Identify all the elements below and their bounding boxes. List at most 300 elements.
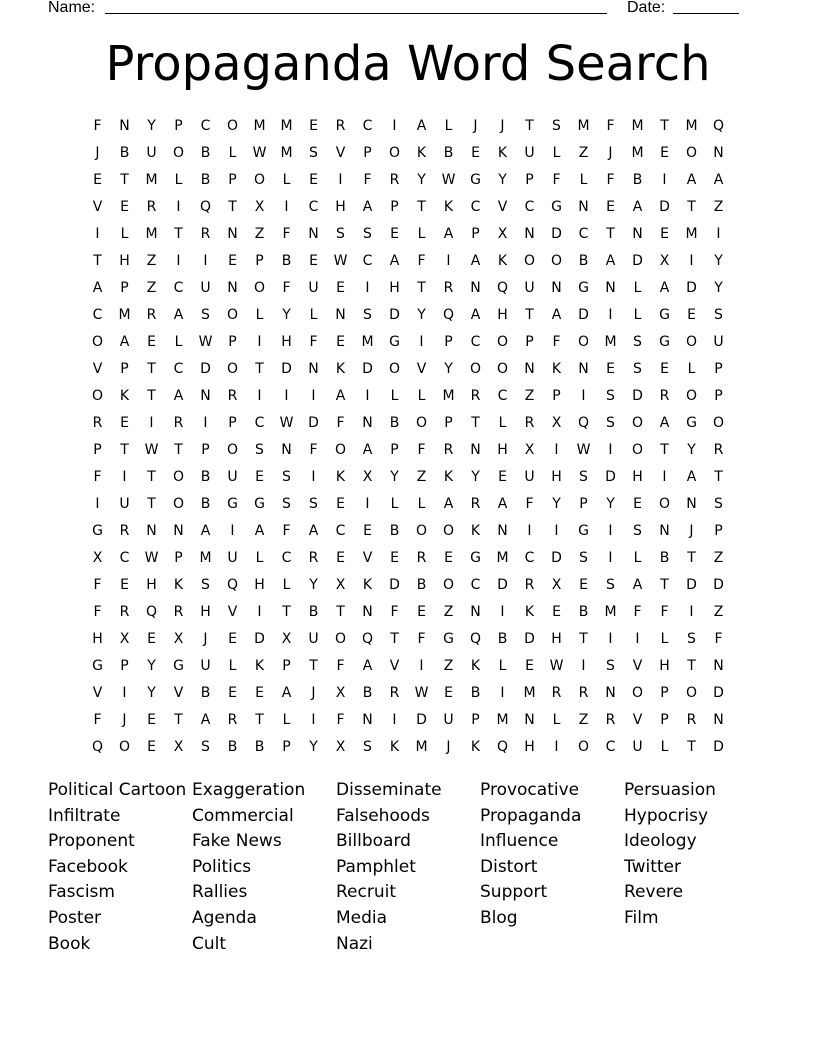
- grid-cell: N: [524, 712, 535, 728]
- grid-cell: M: [604, 334, 617, 350]
- grid-cell: S: [714, 307, 723, 323]
- grid-cell: Z: [254, 226, 265, 242]
- grid-cell: C: [173, 361, 184, 377]
- grid-cell: I: [689, 253, 694, 269]
- grid-cell: A: [92, 280, 103, 296]
- grid-cell: K: [335, 361, 346, 377]
- grid-cell: E: [660, 226, 669, 242]
- grid-cell: U: [227, 550, 238, 566]
- grid-cell: X: [335, 739, 346, 755]
- grid-cell: O: [226, 118, 239, 134]
- grid-cell: Z: [524, 388, 535, 404]
- grid-cell: V: [632, 658, 643, 674]
- grid-cell: I: [554, 739, 559, 755]
- grid-row: [84, 194, 732, 221]
- grid-cell: T: [174, 712, 183, 728]
- grid-cell: U: [200, 280, 211, 296]
- grid-cell: E: [525, 658, 534, 674]
- grid-cell: D: [362, 361, 373, 377]
- grid-cell: S: [579, 550, 588, 566]
- grid-cell: I: [446, 253, 451, 269]
- grid-cell: L: [309, 307, 318, 323]
- grid-cell: K: [524, 604, 535, 620]
- grid-cell: B: [416, 577, 427, 593]
- grid-cell: L: [498, 415, 507, 431]
- grid-cell: D: [713, 739, 724, 755]
- grid-cell: E: [660, 145, 669, 161]
- grid-cell: W: [441, 172, 456, 188]
- header: [48, 0, 748, 18]
- grid-cell: A: [497, 496, 508, 512]
- grid-cell: N: [146, 523, 157, 539]
- grid-row: [84, 275, 732, 302]
- grid-cell: B: [281, 253, 292, 269]
- word-item: Influence: [480, 831, 559, 852]
- grid-cell: L: [687, 361, 696, 377]
- grid-cell: C: [470, 334, 481, 350]
- grid-cell: M: [199, 550, 212, 566]
- grid-cell: F: [282, 280, 291, 296]
- grid-cell: D: [497, 577, 508, 593]
- grid-cell: D: [416, 712, 427, 728]
- grid-cell: V: [362, 550, 373, 566]
- grid-cell: T: [174, 226, 183, 242]
- word-column: [48, 778, 192, 957]
- word-item: Billboard: [336, 831, 411, 852]
- grid-cell: I: [635, 631, 640, 647]
- grid-cell: O: [415, 523, 428, 539]
- grid-cell: M: [361, 334, 374, 350]
- grid-cell: C: [281, 550, 292, 566]
- grid-cell: U: [119, 496, 130, 512]
- grid-cell: P: [471, 712, 480, 728]
- grid-row: [84, 518, 732, 545]
- grid-cell: C: [335, 523, 346, 539]
- grid-cell: I: [365, 496, 370, 512]
- grid-cell: P: [228, 172, 237, 188]
- date-label: Date:: [627, 0, 666, 16]
- grid-cell: K: [470, 658, 481, 674]
- grid-cell: L: [174, 172, 183, 188]
- grid-cell: A: [443, 496, 454, 512]
- grid-cell: J: [311, 685, 316, 701]
- grid-cell: E: [120, 415, 129, 431]
- grid-cell: L: [282, 577, 291, 593]
- grid-cell: J: [446, 739, 451, 755]
- grid-cell: S: [606, 388, 615, 404]
- word-item: Hypocrisy: [624, 805, 709, 826]
- grid-cell: P: [714, 523, 723, 539]
- grid-cell: M: [631, 118, 644, 134]
- grid-cell: E: [228, 631, 237, 647]
- grid-cell: F: [417, 442, 426, 458]
- grid-cell: E: [336, 496, 345, 512]
- grid-cell: X: [551, 577, 562, 593]
- grid-cell: A: [713, 172, 724, 188]
- grid-cell: Y: [147, 118, 156, 134]
- grid-cell: P: [525, 172, 534, 188]
- grid-cell: I: [284, 388, 289, 404]
- grid-cell: L: [120, 226, 129, 242]
- grid-cell: B: [497, 631, 508, 647]
- grid-cell: D: [524, 631, 535, 647]
- grid-cell: C: [605, 739, 616, 755]
- grid-cell: E: [309, 118, 318, 134]
- grid-cell: U: [308, 631, 319, 647]
- grid-cell: I: [608, 307, 613, 323]
- grid-cell: X: [335, 577, 346, 593]
- grid-cell: S: [579, 469, 588, 485]
- grid-cell: C: [362, 253, 373, 269]
- grid-cell: F: [93, 604, 102, 620]
- grid-cell: R: [551, 685, 562, 701]
- grid-cell: W: [144, 442, 159, 458]
- grid-cell: Q: [577, 415, 590, 431]
- grid-cell: I: [554, 523, 559, 539]
- word-item: Twitter: [624, 856, 681, 877]
- grid-cell: C: [308, 199, 319, 215]
- grid-cell: E: [363, 523, 372, 539]
- grid-cell: I: [500, 604, 505, 620]
- grid-cell: E: [471, 145, 480, 161]
- word-item: Political Cartoon: [48, 780, 187, 800]
- grid-cell: C: [173, 280, 184, 296]
- grid-cell: J: [500, 118, 505, 134]
- grid-cell: L: [228, 145, 237, 161]
- grid-cell: Z: [146, 253, 157, 269]
- grid-cell: T: [147, 361, 156, 377]
- grid-row: [84, 248, 732, 275]
- grid-cell: I: [311, 469, 316, 485]
- grid-cell: D: [686, 577, 697, 593]
- grid-cell: D: [254, 631, 265, 647]
- name-label: Name:: [48, 0, 96, 16]
- grid-cell: D: [686, 280, 697, 296]
- grid-cell: Z: [578, 712, 589, 728]
- grid-cell: X: [119, 631, 130, 647]
- grid-cell: S: [687, 631, 696, 647]
- grid-cell: R: [686, 712, 697, 728]
- grid-cell: F: [282, 226, 291, 242]
- grid-cell: K: [254, 658, 265, 674]
- grid-cell: O: [685, 145, 698, 161]
- grid-cell: A: [119, 334, 130, 350]
- page-title: Propaganda Word Search: [105, 36, 711, 92]
- grid-cell: A: [659, 415, 670, 431]
- grid-cell: I: [176, 199, 181, 215]
- grid-cell: E: [606, 199, 615, 215]
- grid-cell: V: [632, 712, 643, 728]
- grid-cell: C: [254, 415, 265, 431]
- grid-cell: C: [470, 199, 481, 215]
- grid-cell: M: [145, 226, 158, 242]
- grid-cell: A: [362, 199, 373, 215]
- grid-cell: Q: [496, 739, 509, 755]
- grid-cell: I: [662, 172, 667, 188]
- grid-cell: N: [659, 523, 670, 539]
- grid-cell: L: [633, 280, 642, 296]
- grid-cell: X: [92, 550, 103, 566]
- grid-cell: O: [442, 523, 455, 539]
- grid-cell: P: [471, 226, 480, 242]
- grid-cell: J: [689, 523, 694, 539]
- word-item: Agenda: [192, 907, 257, 928]
- grid-cell: K: [470, 523, 481, 539]
- grid-cell: E: [228, 685, 237, 701]
- grid-cell: O: [469, 361, 482, 377]
- grid-cell: K: [443, 469, 454, 485]
- grid-cell: V: [92, 685, 103, 701]
- grid-cell: I: [365, 388, 370, 404]
- grid-cell: H: [335, 199, 346, 215]
- grid-cell: I: [95, 496, 100, 512]
- grid-cell: V: [92, 199, 103, 215]
- grid-cell: O: [172, 469, 185, 485]
- grid-cell: M: [577, 118, 590, 134]
- word-item: Persuasion: [624, 780, 716, 800]
- grid-cell: Z: [713, 550, 724, 566]
- grid-cell: A: [362, 658, 373, 674]
- grid-cell: F: [633, 604, 642, 620]
- grid-cell: F: [714, 631, 723, 647]
- grid-cell: I: [554, 442, 559, 458]
- grid-row: [84, 734, 732, 761]
- grid-cell: P: [579, 496, 588, 512]
- grid-cell: V: [497, 199, 508, 215]
- grid-cell: Y: [606, 496, 615, 512]
- grid-cell: A: [362, 442, 373, 458]
- grid-cell: E: [390, 550, 399, 566]
- grid-cell: F: [417, 631, 426, 647]
- word-item: Blog: [480, 907, 518, 928]
- grid-cell: H: [389, 280, 400, 296]
- grid-cell: O: [523, 253, 536, 269]
- grid-cell: I: [311, 712, 316, 728]
- grid-cell: A: [632, 577, 643, 593]
- word-item: Ideology: [624, 831, 697, 852]
- grid-cell: S: [606, 415, 615, 431]
- grid-cell: I: [608, 631, 613, 647]
- grid-cell: I: [689, 604, 694, 620]
- grid-cell: P: [660, 712, 669, 728]
- grid-cell: Z: [713, 199, 724, 215]
- grid-cell: M: [253, 118, 266, 134]
- grid-cell: E: [309, 253, 318, 269]
- grid-cell: O: [91, 334, 104, 350]
- grid-cell: N: [119, 118, 130, 134]
- grid-cell: S: [282, 469, 291, 485]
- grid-cell: H: [200, 604, 211, 620]
- grid-cell: J: [608, 145, 613, 161]
- grid-cell: H: [551, 631, 562, 647]
- grid-cell: E: [336, 334, 345, 350]
- grid-cell: R: [416, 550, 427, 566]
- grid-cell: X: [551, 415, 562, 431]
- grid-cell: B: [632, 172, 643, 188]
- grid-cell: T: [471, 415, 480, 431]
- grid-cell: T: [714, 469, 723, 485]
- grid-cell: J: [122, 712, 127, 728]
- grid-row: [84, 707, 732, 734]
- grid-cell: O: [334, 442, 347, 458]
- grid-cell: N: [470, 442, 481, 458]
- grid-cell: P: [120, 658, 129, 674]
- grid-cell: H: [524, 739, 535, 755]
- grid-cell: E: [120, 199, 129, 215]
- word-item: Falsehoods: [336, 805, 430, 826]
- grid-cell: Z: [146, 280, 157, 296]
- grid-cell: F: [606, 172, 615, 188]
- grid-cell: G: [551, 199, 562, 215]
- grid-cell: X: [362, 469, 373, 485]
- grid-cell: N: [470, 604, 481, 620]
- grid-row: [84, 113, 732, 140]
- word-item: Nazi: [336, 933, 373, 954]
- grid-cell: Z: [713, 604, 724, 620]
- word-item: Politics: [192, 856, 252, 877]
- grid-cell: U: [524, 469, 535, 485]
- grid-cell: A: [389, 253, 400, 269]
- grid-cell: I: [662, 469, 667, 485]
- grid-cell: O: [442, 577, 455, 593]
- grid-cell: K: [119, 388, 130, 404]
- grid-cell: O: [685, 334, 698, 350]
- grid-cell: N: [524, 226, 535, 242]
- grid-cell: P: [201, 442, 210, 458]
- grid-cell: Y: [309, 739, 318, 755]
- grid-cell: B: [200, 145, 211, 161]
- grid-cell: A: [254, 523, 265, 539]
- grid-cell: C: [470, 577, 481, 593]
- grid-cell: E: [255, 469, 264, 485]
- grid-cell: I: [122, 469, 127, 485]
- grid-cell: B: [362, 685, 373, 701]
- grid-cell: I: [203, 253, 208, 269]
- word-list: [48, 778, 768, 958]
- grid-cell: O: [388, 361, 401, 377]
- grid-cell: T: [660, 577, 669, 593]
- grid-cell: V: [335, 145, 346, 161]
- grid-cell: D: [578, 307, 589, 323]
- grid-cell: R: [146, 199, 157, 215]
- grid-cell: R: [92, 415, 103, 431]
- grid-cell: B: [578, 604, 589, 620]
- grid-cell: L: [390, 388, 399, 404]
- grid-cell: Q: [145, 604, 158, 620]
- word-item: Poster: [48, 907, 102, 928]
- grid-cell: J: [203, 631, 208, 647]
- grid-cell: P: [120, 361, 129, 377]
- grid-cell: L: [552, 145, 561, 161]
- word-item: Infiltrate: [48, 805, 121, 826]
- grid-cell: P: [390, 442, 399, 458]
- grid-cell: U: [524, 280, 535, 296]
- grid-cell: Z: [416, 469, 427, 485]
- grid-cell: M: [631, 145, 644, 161]
- grid-cell: C: [92, 307, 103, 323]
- grid-cell: A: [686, 172, 697, 188]
- grid-cell: C: [497, 388, 508, 404]
- grid-cell: E: [147, 334, 156, 350]
- grid-row: [84, 437, 732, 464]
- word-item: Propaganda: [480, 805, 582, 826]
- grid-cell: S: [633, 523, 642, 539]
- grid-cell: K: [497, 145, 508, 161]
- grid-cell: E: [228, 253, 237, 269]
- grid-cell: A: [416, 118, 427, 134]
- grid-cell: K: [443, 199, 454, 215]
- grid-cell: B: [200, 469, 211, 485]
- grid-cell: Y: [147, 685, 156, 701]
- grid-cell: L: [579, 172, 588, 188]
- grid-row: [84, 545, 732, 572]
- grid-row: [84, 572, 732, 599]
- grid-cell: Y: [471, 469, 480, 485]
- grid-cell: I: [608, 550, 613, 566]
- grid-cell: S: [714, 496, 723, 512]
- grid-cell: F: [309, 334, 318, 350]
- grid-cell: M: [442, 388, 455, 404]
- grid-cell: I: [149, 415, 154, 431]
- grid-cell: E: [417, 604, 426, 620]
- grid-cell: I: [392, 118, 397, 134]
- grid-cell: G: [659, 307, 670, 323]
- grid-cell: R: [200, 226, 211, 242]
- grid-cell: Q: [442, 307, 455, 323]
- grid-cell: I: [716, 226, 721, 242]
- grid-cell: I: [392, 712, 397, 728]
- grid-cell: T: [417, 199, 426, 215]
- grid-cell: S: [255, 442, 264, 458]
- grid-cell: T: [282, 604, 291, 620]
- name-line[interactable]: [105, 13, 607, 14]
- grid-cell: G: [92, 658, 103, 674]
- grid-cell: D: [551, 226, 562, 242]
- grid-cell: A: [335, 388, 346, 404]
- grid-cell: O: [172, 496, 185, 512]
- grid-cell: T: [147, 469, 156, 485]
- grid-cell: V: [389, 658, 400, 674]
- grid-cell: A: [686, 469, 697, 485]
- word-item: Disseminate: [336, 780, 442, 800]
- grid-cell: T: [228, 199, 237, 215]
- grid-cell: O: [496, 361, 509, 377]
- grid-cell: E: [579, 577, 588, 593]
- grid-cell: I: [257, 334, 262, 350]
- grid-cell: C: [524, 199, 535, 215]
- grid-row: [84, 167, 732, 194]
- grid-cell: Y: [309, 577, 318, 593]
- grid-cell: H: [146, 577, 157, 593]
- grid-cell: V: [92, 361, 103, 377]
- grid-cell: E: [444, 550, 453, 566]
- grid-cell: B: [119, 145, 130, 161]
- grid-cell: E: [390, 226, 399, 242]
- grid-cell: E: [444, 685, 453, 701]
- grid-cell: I: [608, 523, 613, 539]
- word-item: Support: [480, 882, 548, 903]
- grid-cell: T: [174, 442, 183, 458]
- grid-cell: B: [578, 253, 589, 269]
- grid-cell: D: [632, 253, 643, 269]
- grid-cell: F: [309, 442, 318, 458]
- grid-cell: U: [227, 469, 238, 485]
- grid-cell: R: [389, 172, 400, 188]
- grid-cell: T: [309, 658, 318, 674]
- grid-cell: I: [419, 658, 424, 674]
- date-line[interactable]: [673, 13, 739, 14]
- grid-cell: W: [576, 442, 591, 458]
